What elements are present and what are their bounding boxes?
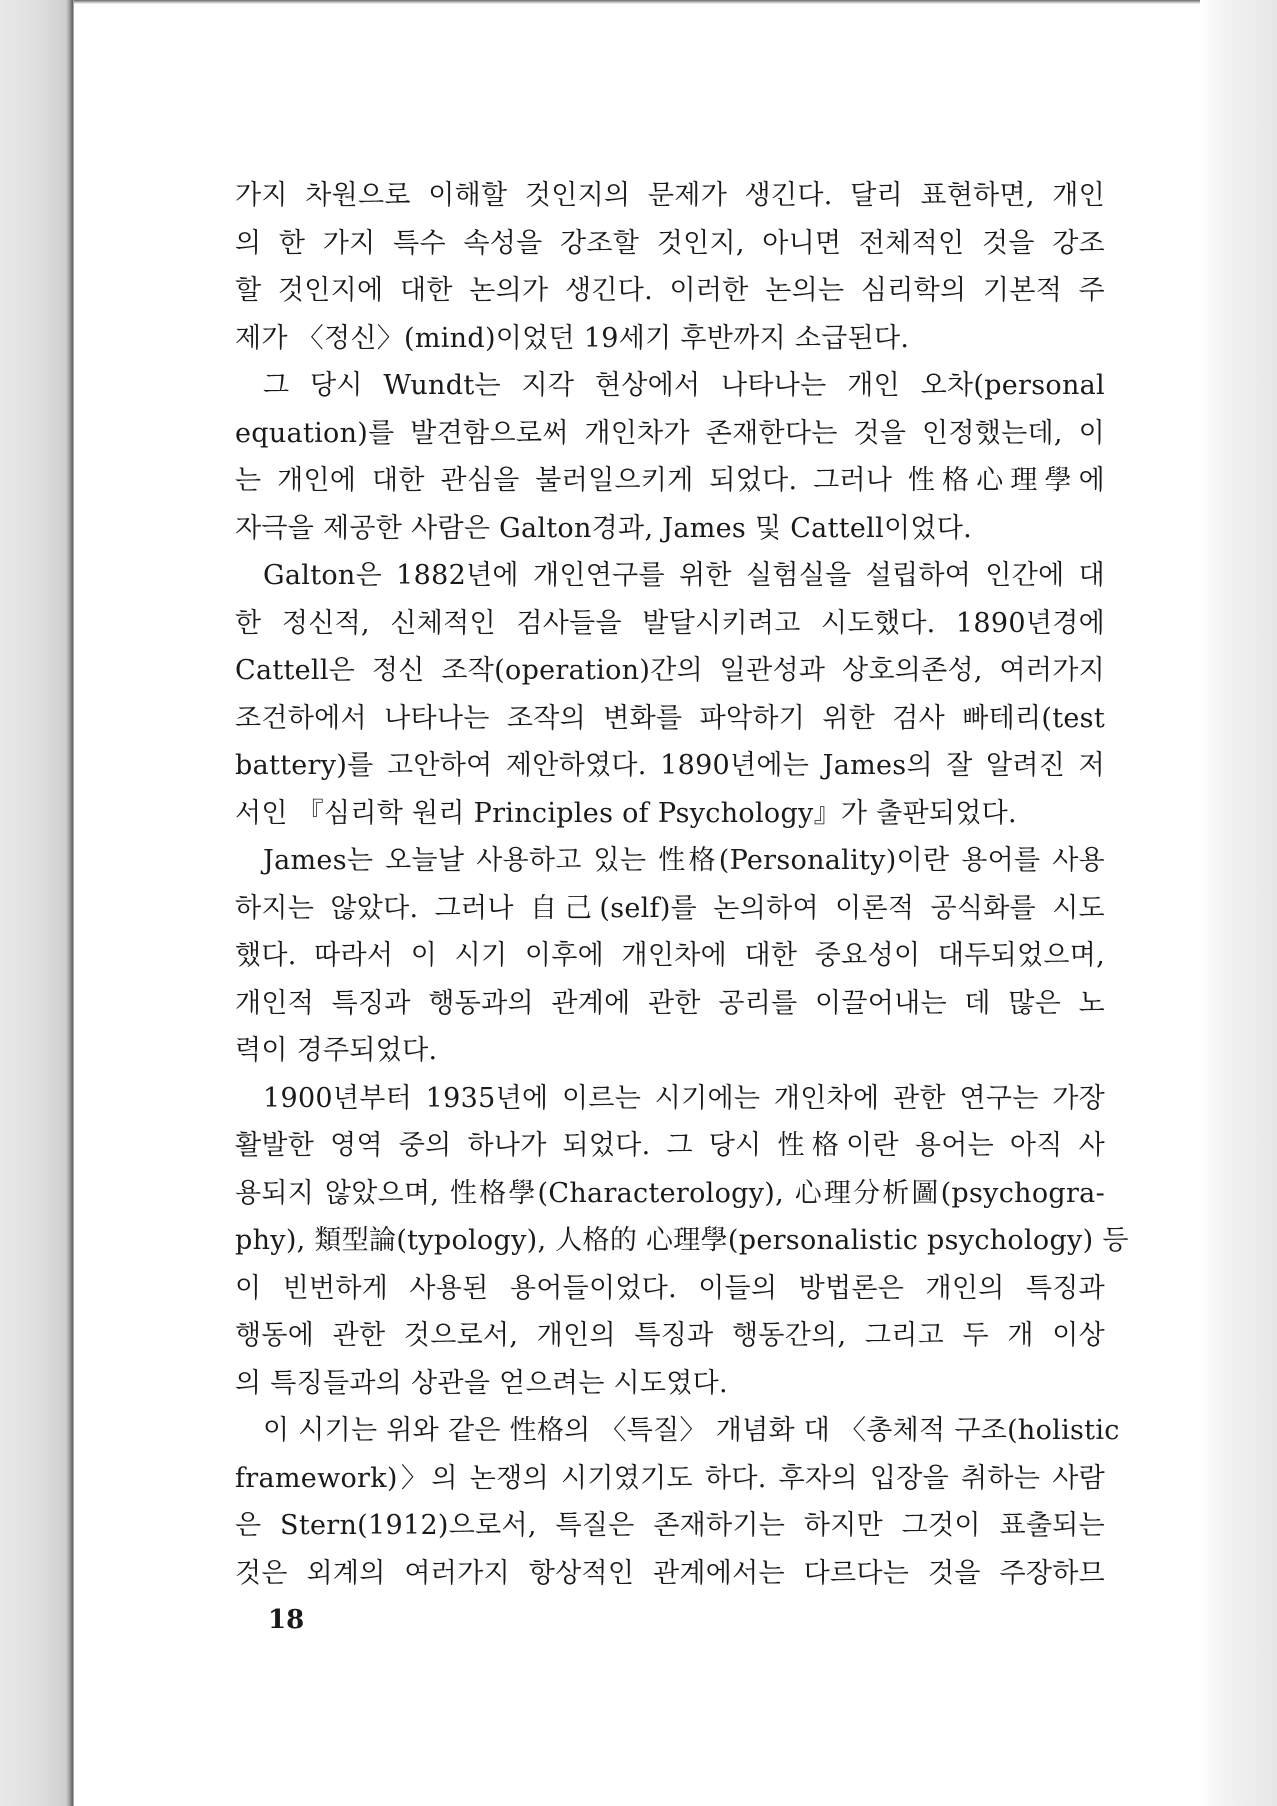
text-line: battery)를 고안하여 제안하였다. 1890년에는 James의 잘 알려진 저 bbox=[235, 750, 1105, 781]
text-line: James는 오늘날 사용하고 있는 性格(Personality)이란 용어를 사용 bbox=[263, 845, 1105, 876]
text-line: 하지는 않았다. 그러나 自己(self)를 논의하여 이론적 공식화를 시도 bbox=[235, 892, 1105, 924]
text-line: 서인 『심리학 원리 Principles of Psychology』가 출판되었다. bbox=[235, 797, 1017, 829]
text-line: 의 특징들과의 상관을 얻으려는 시도였다. bbox=[235, 1367, 728, 1399]
text-line: framework)〉의 논쟁의 시기였기도 하다. 후자의 입장을 취하는 사람 bbox=[235, 1462, 1105, 1494]
text-line: 그 당시 Wundt는 지각 현상에서 나타나는 개인 오차(personal bbox=[263, 370, 1105, 401]
text-line: equation)를 발견함으로써 개인차가 존재한다는 것을 인정했는데, 이 bbox=[235, 417, 1105, 449]
text-line: Galton은 1882년에 개인연구를 위한 실험실을 설립하여 인간에 대 bbox=[263, 560, 1105, 591]
text-line: 했다. 따라서 이 시기 이후에 개인차에 대한 중요성이 대두되었으며, bbox=[235, 940, 1105, 971]
text-line: 것은 외계의 여러가지 항상적인 관계에서는 다르다는 것을 주장하므 bbox=[235, 1557, 1105, 1589]
body-text bbox=[235, 172, 1129, 1597]
text-line: Cattell은 정신 조작(operation)간의 일관성과 상호의존성, 여러가지 bbox=[235, 655, 1105, 686]
text-line: 의 한 가지 특수 속성을 강조할 것인지, 아니면 전체적인 것을 강조 bbox=[235, 227, 1105, 259]
text-line: 할 것인지에 대한 논의가 생긴다. 이러한 논의는 심리학의 기본적 주 bbox=[235, 275, 1105, 306]
text-line: 이 시기는 위와 같은 性格의 〈특질〉 개념화 대 〈총체적 구조(holistic bbox=[263, 1415, 1120, 1446]
text-line: 자극을 제공한 사람은 Galton경과, James 및 Cattell이었다. bbox=[235, 512, 973, 544]
text-line: 행동에 관한 것으로서, 개인의 특징과 행동간의, 그리고 두 개 이상 bbox=[235, 1320, 1105, 1351]
text-line: 용되지 않았으며, 性格學(Characterology), 心理分析圖(psychogra- bbox=[235, 1177, 1105, 1209]
text-line: 는 개인에 대한 관심을 불러일으키게 되었다. 그러나 性格心理學에 bbox=[235, 465, 1105, 496]
text-line: 1900년부터 1935년에 이르는 시기에는 개인차에 관한 연구는 가장 bbox=[263, 1082, 1105, 1114]
text-line: 제가 〈정신〉(mind)이었던 19세기 후반까지 소급된다. bbox=[235, 322, 910, 354]
text-line: 력이 경주되었다. bbox=[235, 1035, 438, 1066]
text-line: 이 빈번하게 사용된 용어들이었다. 이들의 방법론은 개인의 특징과 bbox=[235, 1272, 1105, 1304]
text-line: phy), 類型論(typology), 人格的 心理學(personalistic psychology) 등 bbox=[235, 1225, 1129, 1256]
text-line: 조건하에서 나타나는 조작의 변화를 파악하기 위한 검사 빠테리(test bbox=[235, 702, 1105, 734]
text-line: 은 Stern(1912)으로서, 특질은 존재하기는 하지만 그것이 표출되는 bbox=[235, 1510, 1105, 1541]
scan-right-margin bbox=[1200, 0, 1277, 1806]
scan-left-margin bbox=[0, 0, 74, 1806]
text-line: 활발한 영역 중의 하나가 되었다. 그 당시 性格이란 용어는 아직 사 bbox=[235, 1130, 1105, 1161]
text-line: 한 정신적, 신체적인 검사들을 발달시키려고 시도했다. 1890년경에 bbox=[235, 607, 1105, 639]
text-line: 개인적 특징과 행동과의 관계에 관한 공리를 이끌어내는 데 많은 노 bbox=[235, 987, 1105, 1019]
page-number: 18 bbox=[268, 1605, 305, 1635]
text-line: 가지 차원으로 이해할 것인지의 문제가 생긴다. 달리 표현하면, 개인 bbox=[235, 180, 1105, 211]
